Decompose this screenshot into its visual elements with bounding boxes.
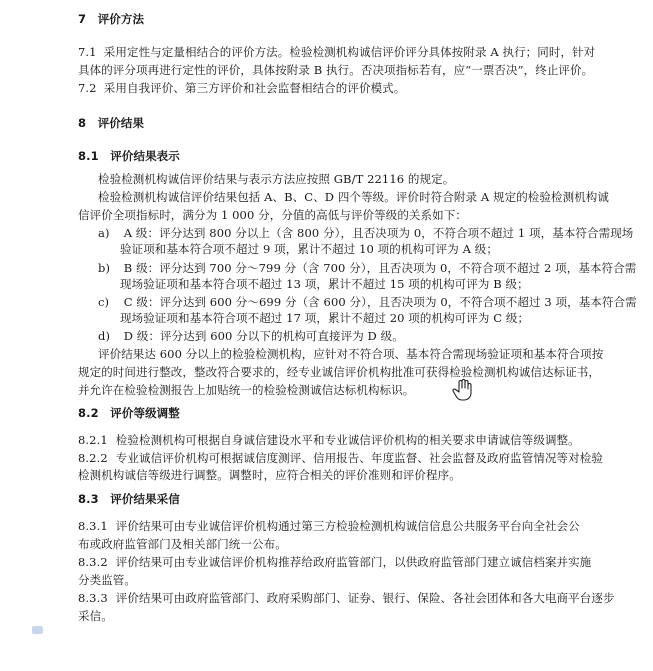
paragraph-line: 信评价全项指标时，满分为 1 000 分，分值的高低与评价等级的关系如下： xyxy=(78,208,467,222)
section-8-heading: 8 评价结果 xyxy=(78,116,145,130)
list-text: D 级：评分达到 600 分以下的机构可直接评为 D 级。 xyxy=(123,329,404,343)
paragraph-line: 检验检测机构诚信评价结果包括 A、B、C、D 四个等级。评价时符合附录 A 规定的检验检测机构诚 xyxy=(98,190,609,204)
list-text: C 级：评分达到 600 分～699 分（含 600 分），且否决项为 0，不符合项不超过 3 项，基本符合需 xyxy=(123,295,637,309)
clause-text: 评价结果可由专业诚信评价机构通过第三方检验检测机构诚信信息公共服务平台向全社会公 xyxy=(115,519,580,533)
scan-artifact-icon xyxy=(32,626,43,634)
clause-number: 8.3.1 xyxy=(78,519,108,533)
clause-number: 8.2.1 xyxy=(78,433,108,447)
paragraph-line: 规定的时间进行整改，整改符合要求的，经专业诚信评价机构批准可获得检验检测机构诚信达标证书， xyxy=(78,365,600,379)
clause-7-1-continued: 具体的评分项再进行定性的评价，具体按附录 B 执行。否决项指标若有，应“一票否决”，终止评价。 xyxy=(78,63,594,77)
clause-8-3-2-continued: 分类监管。 xyxy=(78,573,136,587)
clause-number: 7.1 xyxy=(78,45,97,59)
section-8-2-heading: 8.2 评价等级调整 xyxy=(78,406,180,420)
clause-8-3-1 xyxy=(78,518,580,534)
clause-8-3-2 xyxy=(78,554,591,570)
paragraph-line: 并允许在检验检测报告上加贴统一的检验检测诚信达标机构标识。 xyxy=(78,383,415,397)
clause-8-2-2 xyxy=(78,450,603,466)
clause-8-3-3 xyxy=(78,590,615,606)
clause-8-2-1 xyxy=(78,432,580,448)
paragraph-line: 检验检测机构诚信评价结果与表示方法应按照 GB/T 22116 的规定。 xyxy=(98,172,455,186)
clause-text: 评价结果可由政府监管部门、政府采购部门、证券、银行、保险、各社会团体和各大电商平台逐步 xyxy=(115,591,615,605)
clause-text: 采用自我评价、第三方评价和社会监督相结合的评价模式。 xyxy=(103,81,406,95)
list-marker: c) xyxy=(98,295,110,309)
list-item-a-continued: 验证项和基本符合项不超过 9 项，累计不超过 10 项的机构可评为 A 级； xyxy=(120,242,498,256)
list-item-b-continued: 现场验证项和基本符合项不超过 13 项，累计不超过 15 项的机构可评为 B 级； xyxy=(120,277,529,291)
list-marker: d) xyxy=(98,329,111,343)
list-item-a xyxy=(98,225,633,241)
clause-8-2-2-continued: 检测机构诚信等级进行调整。调整时，应符合相关的评价准则和评价程序。 xyxy=(78,468,461,482)
clause-number: 8.3.3 xyxy=(78,591,108,605)
clause-text: 专业诚信评价机构可根据诚信度测评、信用报告、年度监督、社会监督及政府监管情况等对检验 xyxy=(115,451,603,465)
clause-8-3-3-continued: 采信。 xyxy=(78,609,113,623)
section-7-heading: 7 评价方法 xyxy=(78,12,145,26)
list-item-c xyxy=(98,294,637,310)
clause-number: 8.2.2 xyxy=(78,451,108,465)
clause-8-3-1-continued: 布或政府监管部门及相关部门统一公布。 xyxy=(78,537,287,551)
list-item-b xyxy=(98,260,636,276)
hand-pointer-icon xyxy=(452,378,474,402)
list-text: B 级：评分达到 700 分～799 分（含 700 分），且否决项为 0，不符合项不超过 2 项，基本符合需 xyxy=(123,261,637,275)
list-item-c-continued: 现场验证项和基本符合项不超过 17 项，累计不超过 20 项的机构可评为 C 级； xyxy=(120,311,530,325)
list-marker: a) xyxy=(98,226,110,240)
clause-text: 检验检测机构可根据自身诚信建设水平和专业诚信评价机构的相关要求申请诚信等级调整。 xyxy=(115,433,580,447)
list-text: A 级：评分达到 800 分以上（含 800 分），且否决项为 0，不符合项不超过 1 项，基本符合需现场 xyxy=(123,226,634,240)
clause-text: 采用定性与定量相结合的评价方法。检验检测机构诚信评价评分具体按附录 A 执行；同时，针对 xyxy=(103,45,596,59)
section-8-1-heading: 8.1 评价结果表示 xyxy=(78,149,180,163)
paragraph-line: 评价结果达 600 分以上的检验检测机构，应针对不符合项、基本符合需现场验证项和基本符合项按 xyxy=(98,347,604,361)
clause-7-1 xyxy=(78,44,595,60)
list-item-d xyxy=(98,328,404,344)
clause-7-2 xyxy=(78,80,405,96)
clause-number: 7.2 xyxy=(78,81,97,95)
list-marker: b) xyxy=(98,261,111,275)
clause-number: 8.3.2 xyxy=(78,555,108,569)
section-8-3-heading: 8.3 评价结果采信 xyxy=(78,492,180,506)
clause-text: 评价结果可由专业诚信评价机构推荐给政府监管部门，以供政府监管部门建立诚信档案并实施 xyxy=(115,555,592,569)
